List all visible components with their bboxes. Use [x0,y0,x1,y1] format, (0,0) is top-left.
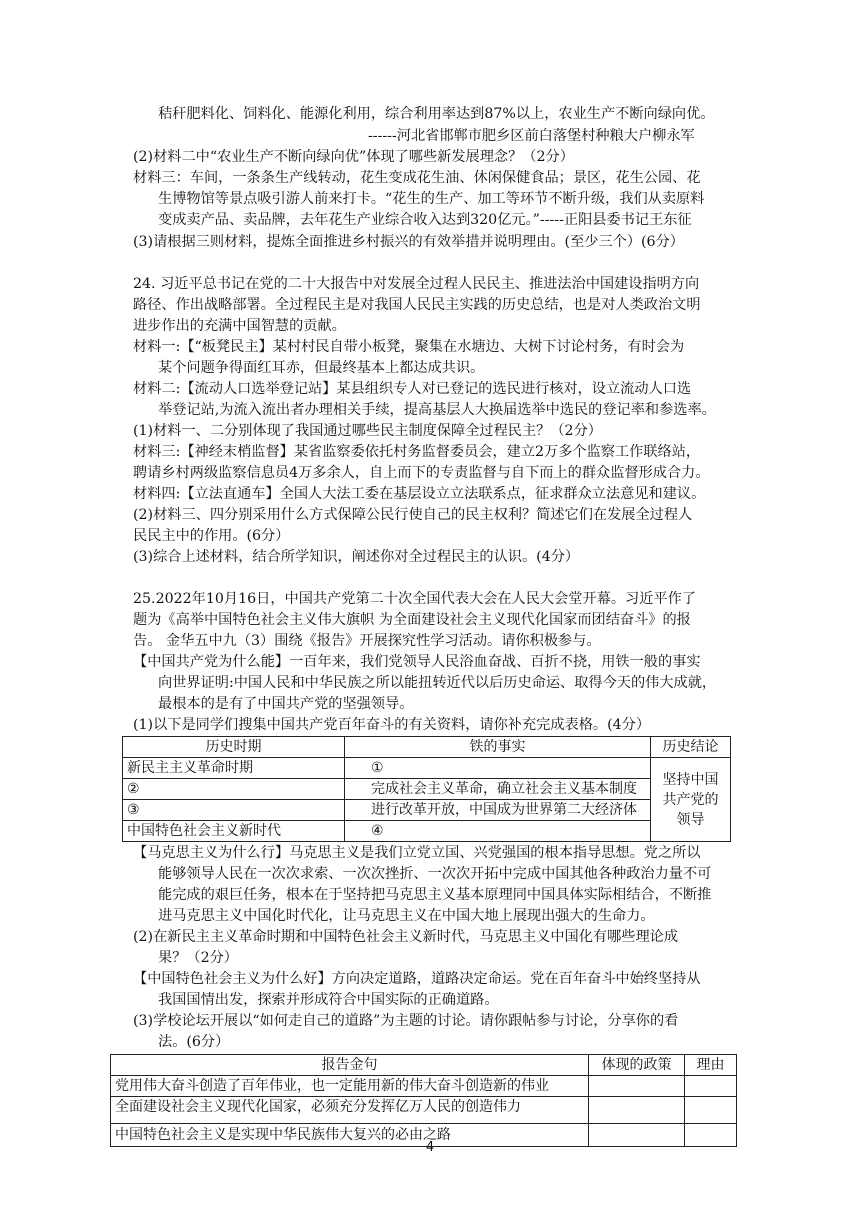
material-text: 材料三：车间，一条条生产线转动，花生变成花生油、休闲保健食品；景区，花生公园、花 [133,170,701,186]
material-text: 秸秆肥料化、饲料化、能源化利用，综合利用率达到87%以上，农业生产不断向绿向优。 [158,106,715,122]
table-header-cell: 铁的事实 [345,737,651,758]
question-text: (2)在新民主主义革命时期和中国特色社会主义新时代，马克思主义中国化有哪些理论成 [133,929,679,945]
question-text: (3)学校论坛开展以“如何走自己的道路”为主题的讨论。请你跟帖参与讨论，分享你的看 [133,1013,679,1029]
question-text: 法。(6分） [158,1034,230,1050]
fact-cell: ④ [345,821,651,842]
question-text: (1)材料一、二分别体现了我国通过哪些民主制度保障全过程民主？（2分） [133,423,602,439]
table-row [123,800,731,821]
question-text: (3)请根据三则材料，提炼全面推进乡村振兴的有效举措并说明理由。(至少三个）(6分） [133,234,684,250]
question-text: 民民主中的作用。(6分） [133,528,290,544]
policy-answer-cell [589,1097,685,1124]
table-header-cell: 体现的政策 [589,1055,685,1076]
question-text: (3)综合上述材料，结合所学知识，阐述你对全过程民主的认识。(4分） [133,549,580,565]
section-text: 【中国特色社会主义为什么好】方向决定道路，道路决定命运。党在百年奋斗中始终坚持从 [133,971,701,987]
reason-answer-cell [685,1076,737,1097]
material-text: 举登记站,为流入流出者办理相关手续，提高基层人大换届选举中选民的登记率和参选率。 [158,402,716,418]
material-text: 生博物馆等景点吸引游人前来打卡。“花生的生产、加工等环节不断升级，我们从卖原料 [158,191,705,207]
period-cell: ② [123,779,345,800]
table-row [123,779,731,800]
period-cell: ③ [123,800,345,821]
table-row [111,1076,737,1097]
table-row [111,1097,737,1124]
table-header-cell: 历史时期 [123,737,345,758]
conclusion-line: 领导 [676,811,705,828]
table-header-cell: 报告金句 [111,1055,589,1076]
section-text: 进马克思主义中国化时代化，让马克思主义在中国大地上展现出强大的生命力。 [158,908,655,924]
quote-cell: 全面建设社会主义现代化国家，必须充分发挥亿万人民的创造伟力 [111,1097,589,1124]
material-text: 材料四:【立法直通车】全国人大法工委在基层设立立法联系点，征求群众立法意见和建议。 [133,486,706,502]
question-stem: 题为《高举中国特色社会主义伟大旗帜 为全面建设社会主义现代化国家而团结奋斗》的报 [133,612,691,628]
question-stem: 进步作出的充满中国智慧的贡献。 [133,318,346,334]
material-text: 材料二:【流动人口选举登记站】某县组织专人对已登记的选民进行核对，设立流动人口选 [133,381,692,397]
fact-cell: 进行改革开放，中国成为世界第二大经济体 [345,800,651,821]
material-text: 材料一:【“板凳民主】某村村民自带小板凳，聚集在水塘边、大树下讨论村务，有时会为 [133,339,685,355]
conclusion-line: 共产党的 [662,791,719,808]
quote-cell: 党用伟大奋斗创造了百年伟业，也一定能用新的伟大奋斗创造新的伟业 [111,1076,589,1097]
section-text: 【马克思主义为什么行】马克思主义是我们立党立国、兴党强国的根本指导思想。党之所以 [133,845,701,861]
period-cell: 新民主主义革命时期 [123,758,345,779]
source-attribution: ------河北省邯郸市肥乡区前白落堡村种粮大户柳永军 [368,128,695,144]
period-cell: 中国特色社会主义新时代 [123,821,345,842]
section-text: 最根本的是有了中国共产党的坚强领导。 [158,696,414,712]
section-text: 向世界证明:中国人民和中华民族之所以能扭转近代以后历史命运、取得今天的伟大成就， [158,675,717,691]
table-header-row [111,1055,737,1076]
conclusion-line: 坚持中国 [662,771,719,788]
question-text: 果？（2分） [158,950,238,966]
quote-cell: 中国特色社会主义是实现中华民族伟大复兴的必由之路 [111,1124,589,1147]
table-header-cell: 理由 [685,1055,737,1076]
section-text: 能够领导人民在一次次求索、一次次挫折、一次次开拓中完成中国其他各种政治力量不可 [158,866,712,882]
material-text: 变成卖产品、卖品牌，去年花生产业综合收入达到320亿元。”-----正阳县委书记王东征 [158,212,692,228]
conclusion-cell [651,758,731,842]
section-text: 能完成的艰巨任务，根本在于坚持把马克思主义基本原理同中国具体实际相结合，不断推 [158,887,712,903]
question-text: (1)以下是同学们搜集中国共产党百年奋斗的有关资料，请你补充完成表格。(4分） [133,717,651,733]
table-row [123,758,731,779]
page-number: 4 [425,1140,435,1155]
question-text: (2)材料二中“农业生产不断向绿向优”体现了哪些新发展理念？（2分） [133,149,574,165]
question-stem: 25.2022年10月16日，中国共产党第二十次全国代表大会在人民大会堂开幕。习近平作了 [133,591,696,607]
material-text: 某个问题争得面红耳赤，但最终基本上都达成共识。 [158,360,485,376]
fact-cell: 完成社会主义革命，确立社会主义基本制度 [345,779,651,800]
section-text: 【中国共产党为什么能】一百年来，我们党领导人民浴血奋战、百折不挠，用铁一般的事实 [133,654,701,670]
question-stem: 告。 金华五中九（3）围绕《报告》开展探究性学习活动。请你积极参与。 [133,633,601,649]
fact-cell: ① [345,758,651,779]
table-header-cell: 历史结论 [651,737,731,758]
material-text: 材料三:【神经末梢监督】某省监察委依托村务监督委员会，建立2万多个监察工作联络站， [133,444,701,460]
reason-answer-cell [685,1097,737,1124]
question-stem: 24. 习近平总书记在党的二十大报告中对发展全过程人民民主、推进法治中国建设指明方向 [133,276,700,292]
policy-answer-cell [589,1076,685,1097]
quote-table [110,1054,737,1147]
question-stem: 路径、作出战略部署。全过程民主是对我国人民民主实践的历史总结，也是对人类政治文明 [133,297,701,313]
section-text: 我国国情出发，探索并形成符合中国实际的正确道路。 [158,992,499,1008]
material-text: 聘请乡村两级监察信息员4万多余人，自上而下的专责监督与自下而上的群众监督形成合力。 [133,465,710,481]
question-text: (2)材料三、四分别采用什么方式保障公民行使自己的民主权利？简述它们在发展全过程人 [133,507,693,523]
history-table [122,736,731,842]
table-row [123,821,731,842]
table-header-row [123,737,731,758]
